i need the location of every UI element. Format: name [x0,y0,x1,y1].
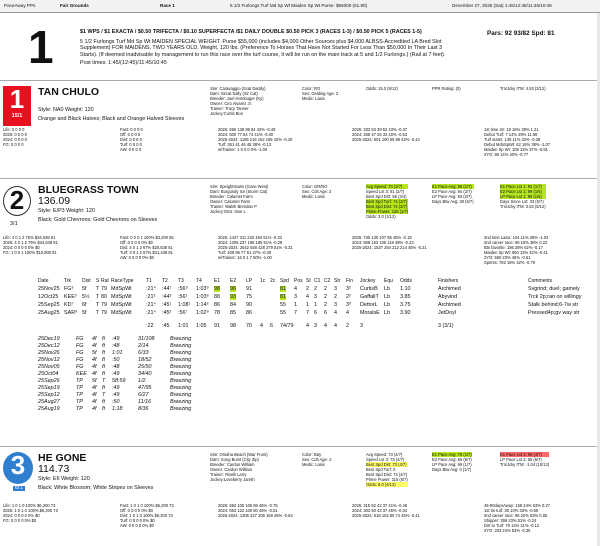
trainer-alerts: 2nd time Lasix: 104 11% 38% -1.04 2nd career race: 96 15% 38% 0.22 Btn favorite: 186 28% 52% -0.17 Maiden Sp Wt: 960 13% 42% -0.41 2YO: 560 20% 46% -0.51 Sprints: 792 15% 42% -0.79 [484,235,549,265]
jockey-stats: 2025: 696 139 98 84 42% -0.49 2024: 500 77 54 74 41% -0.30 2025-2024: 1196 216 152 158 42% -0.40 Turf: 351 41 46 45 38% -0.13 w/Trainer: 1 0 0 0 0% -1.00 [218,127,293,152]
pace-averages: E1 Pace Avg: 96 (1/7) E2 Pace Avg: 94 (2/7) LP Pace Avg: 93 (2/7) Days Btw Avg: 30 (6/7) [432,184,474,204]
condition-table: Fast: 1 0 1 0 100% $6,200 73 Off: 0 0 0 0 0% $0 Dist: 1 0 1 0 100% $6,200 73 Turf: 0 0 0 0 0% $0 AW: 0 0 0 0 0% $0 [120,503,174,528]
post-position-badge: 1 15/1 [3,86,31,126]
breeding-info: Sire: Speightstown (Gone West) Dam: Burgundy Ice (Storm Cat) Breeder: Calumet Farm Owner: Calumet Farm Trainer: Walsh Brendan P Jockey:Ortiz Jose L [210,184,269,214]
jockey-stats: 2025: 1437 311 232 194 51% -0.33 2024: 1205 237 196 185 51% -0.29 2025-2024: 2642 548 428 379 51% -0.31 Turf: 408 96 77 61 47% -0.30 w/Trainer: 16 0 1 7 50% -1.00 [218,235,293,260]
horse-silks: Black; Gold Chevrons; Gold Chevrons on Sleeves [38,217,158,223]
pace-last: E1 Pace Lst 1: 92 (1/7) E2 Pace Lst 1: 99 (1/6) LP Pace Lst 1: 95 (1/6) Days Since Lst: 33 (5/7) Trn/Jcky ITM: 3.53 (5/12) [500,184,546,209]
race-conditions: 5 1/2 Furlongs Turf Md Sp Wt MAIDEN SPECIAL WEIGHT. Purse $55,000 (includes $4,000 Other Sources plus $4,000 ALBSS-Accredited LA Bred Slot Supplement) FOR MAIDENS, TWO YEARS OLD. Weight, 120 lbs. (Preference To Horses That Have Not Started For Less Than $50,000 In Their Last 3 Starts). (If deemed inadvisable by management to run this race over the turf course, it will be run on the main track at 5 and 1/2 Furlongs.) (Rail at 7 feet). [80,38,446,58]
color-sex-info: Color: Bay Sex: Colt Age: 2 Medic: Lasix [302,452,332,467]
divider [0,80,600,81]
trainer-alerts: 46-90daysAway: 169 24% 63% 0.27 1st tm turf: 30 10% 33% -0.69 2nd career race: 96 22% 53% 0.05 Shipper: 399 23% 51% -0.24 Dirt to Turf: 79 14% 41% -0.12 2YO: 203 24% 53% -0.35 [484,503,550,533]
horse-style: Style: NA0 Weight: 120 [38,107,94,113]
horse-style: Style: E6 Weight: 120 [38,476,90,482]
horse-style: Style: E/P3 Weight: 120 [38,208,95,214]
horse-name[interactable]: TAN CHULO [38,86,100,98]
pace-last: E1 Pace Lst 3: 99 (4/7) LP Pace Lst 3: 55 (6/7) Trn/Jcky ITM: -1.04 (10/12) [500,452,550,467]
post-times: Post times: 1:45/(12:45)/11:45/10:45 [80,60,167,67]
race-summary: 5 1/2 Furlongs Turf Md Sp Wt Maiden Sp Wt Purse: $55000 (61.90) [230,3,368,8]
horse-silks: Orange and Black Halves; Black and Orange Halved Sleeves [38,116,185,122]
post-position-badge: 2 [3,186,31,216]
record-table: Life: 0 0 0 0 2025: 0 0 0 0 2024: 0 0 0 0 FG: 0 0 0 0 [3,127,27,147]
trainer-stats: 2025: 333 53 39 52 43% -0.37 2024: 268 47 26 33 40% -0.53 2025-2024: 601 100 65 85 42% -0.44 [352,127,420,142]
horse-odds: 6/1 [15,485,23,491]
horse-odds: 3/1 [10,221,18,227]
record-table: Life: 1 0 1 0 100% $6,200 73 2025: 1 0 1 0 100% $6,200 73 2024: 0 0 0 0 0% $0 FG: 0 0 0 0 0% $0 [3,503,58,523]
race-conditions-block [80,29,460,67]
trainer-jockey-itm: Trn/Jcky ITM: 4.53 (2/12) [500,86,546,91]
post-position-badge: 3 [3,452,33,484]
condition-table: Fast: 0 0 0 1 100% $3,200 55 Off: 0 0 0 0 0% $0 Dist: 4 0 1 2 67% $20,838 81 Turf: 3 0 1 2 67% $31,438 81 AW: 0 0 0 0 0% $0 [120,235,174,260]
horse-silks: Black; White Blossom; White Stripes on Sleeves [38,485,154,491]
race-date: December 27, 2025 (Sat) 1:45/12:45/11:45/10:45 [452,3,552,8]
trainer-alerts: 1st time str: 18 16% 38% 1.21 Debut Turf: 7 14% 29% 11.98 Turf starts: 135 11% 32% -0.38 Debut MdnSpWt: 62 16% 38% -1.07 Maiden Sp Wt: 108 12% 37% -0.81 2YO: 90 14% 40% -0.77 [484,127,550,157]
trainer-stats: 2025: 315 52 42 37 41% -0.48 2024: 303 50 43 37 45% -0.34 2025-2024: 618 102 85 74 45% -0.41 [352,503,420,518]
prime-power: 136.09 [38,195,71,207]
app-title: PaceAway PPs [4,3,36,8]
wager-line: $1 WPS / $1 EXACTA / $0.50 TRIFECTA / $0.10 SUPERFECTA /$1 DAILY DOUBLE $0.50 PICK 3 (RACES 1-3) / $0.50 PICK 5 (RACES 1-5) [80,29,422,35]
color-sex-info: Color: RO Sex: Gelding Age: 2 Medic: Lasix [302,86,339,101]
breeding-info: Sire: Omaha Beach (War Front) Dam: Song Burst (City Zip) Breeder: Cardon William Owner: Cardon William Trainer: Rivelli Larry Jockey:Loveberry Jareth [210,452,268,482]
speed-figures: Avg Speed: 74 (2/7) Speed Lst 3: 81 (2/7) Best Spd Dirt: 55 (3/4) Best Spd Turf: 74 (2/7) Best Spd Dist: 74 (2/7) Prime Power: 136 (1/7) Odds: 3.0 (1/12) [366,184,409,219]
divider [0,446,600,447]
pace-averages: E1 Pace Avg: 76 (1/7) E2 Pace Avg: 55 (6/7) LP Pace Avg: 69 (1/7) Days Btw Avg: 0 (1/7) [432,452,472,472]
divider [0,178,600,179]
speed-figures: Avg Speed: 73 (4/7) Speed Lst 3: 73 (4/7) Best Spd Dirt: 73 (4/7) Best Spd Turf: 0 Best Spd Dist: 73 (4/7) Prime Power: 115 (6/7) Odds: 6.0 (4/12) [366,452,408,487]
ppr-rating: PPR Rating: (0) [432,86,461,91]
race-number: 1 [28,21,54,73]
jockey-stats: 2025: 652 105 106 88 46% -0.75 2024: 653 122 100 80 46% -0.51 2025-2024: 1305 227 206 168 46% -0.63 [218,503,293,518]
horse-name[interactable]: BLUEGRASS TOWN [38,184,139,196]
horse-name[interactable]: HE GONE [38,452,87,464]
track-name: Fair Grounds [60,3,89,8]
condition-table: Fast: 0 0 0 0 Off: 0 0 0 0 Dist: 0 0 0 0 Turf: 0 0 0 0 AW: 0 0 0 0 [120,127,143,152]
race-pars: Pars: 92 93/82 Spd: 81 [487,30,555,37]
race-label: Race 1 [160,3,175,8]
morning-line-odds: Odds: 15.0 (9/12) [366,86,398,91]
window-title-bar [0,0,600,13]
prime-power: 114.73 [38,463,70,475]
trainer-stats: 2025: 730 130 107 95 45% -0.19 2024: 808 163 105 119 48% -0.23 2025-2024: 1537 284 212 214 46% -0.21 [352,235,427,250]
breeding-info: Sire: Caravaggio (Scat Daddy) Dam: Sircat Sally (Sir Cat) Breeder: Joel Hornbuger (Ky) Owner: Ciro Alvarez Jr. Trainer: Tracy Tanner Jockey:Curtis Bon [210,86,266,116]
color-sex-info: Color: GR/RO Sex: Colt Age: 2 Medic: Lasix [302,184,332,199]
record-table: Life: 4 0 1 2 75% $34,638 81 2025: 4 0 1 2 75% $34,638 81 2024: 0 0 0 0 0% $0 FG: 1 0 0 1 100% $10,800 81 [3,235,58,255]
